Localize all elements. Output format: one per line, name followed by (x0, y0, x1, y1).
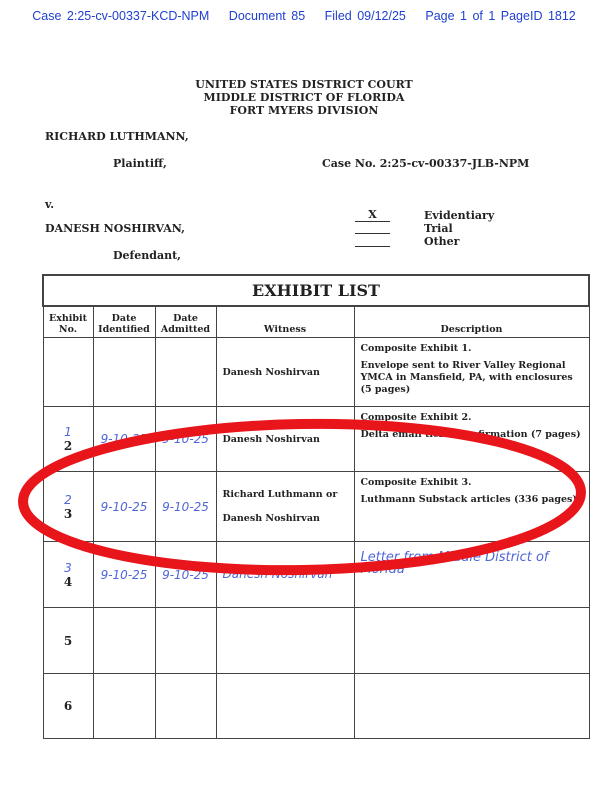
handwritten-number: 2 (64, 492, 72, 507)
case-number: Case 2:25-cv-00337-KCD-NPM (32, 9, 210, 23)
versus: v. (45, 198, 55, 211)
description-title: Composite Exhibit 3. (360, 477, 472, 488)
page-id: Page 1 of 1 PageID 1812 (425, 9, 576, 23)
col-date-identified: Date Identified (93, 306, 155, 338)
col-exhibit-no: Exhibit No. (43, 306, 93, 338)
col-witness: Witness (216, 306, 354, 338)
case-no: Case No. 2:25-cv-00337-JLB-NPM (322, 157, 530, 170)
exhibit-number: 4 (63, 574, 73, 589)
date-identified: 9-10-25 (100, 432, 148, 446)
court-line: MIDDLE DISTRICT OF FLORIDA (203, 91, 405, 104)
evidentiary-mark: X (355, 208, 390, 222)
court-line: FORT MYERS DIVISION (229, 104, 379, 117)
document-number: Document 85 (228, 9, 306, 23)
court-line: UNITED STATES DISTRICT COURT (195, 78, 413, 91)
col-date-admitted: Date Admitted (155, 306, 216, 338)
option-other: Other (424, 235, 460, 248)
description: Delta email ticket confirmation (7 pages) (360, 429, 581, 440)
witness: Danesh Noshirvan (222, 434, 320, 445)
description-handwritten: Letter from Middle District of Florida (360, 550, 549, 577)
handwritten-number: 1 (64, 425, 72, 439)
date-identified: 9-10-25 (100, 567, 148, 582)
witness-handwritten: Danesh Noshirvan (222, 566, 333, 581)
plaintiff-label: Plaintiff, (113, 157, 167, 170)
description: Luthmann Substack articles (336 pages) (360, 494, 577, 505)
filed-date: Filed 09/12/25 (324, 9, 406, 23)
defendant-label: Defendant, (113, 249, 181, 262)
col-description: Description (354, 306, 589, 338)
exhibit-number: 6 (63, 699, 73, 713)
option-evidentiary: Evidentiary (424, 209, 495, 222)
description-title: Composite Exhibit 2. (360, 412, 472, 423)
date-identified: 9-10-25 (100, 499, 148, 514)
option-trial: Trial (424, 222, 453, 235)
exhibit-list-title: EXHIBIT LIST (43, 275, 589, 306)
witness: Richard Luthmann or Danesh Noshirvan (222, 488, 338, 524)
exhibit-number: 5 (63, 633, 73, 648)
exhibit-number: 3 (63, 506, 73, 521)
witness: Danesh Noshirvan (222, 367, 320, 378)
description: Envelope sent to River Valley Regional YMCA in Mansfield, PA, with enclosures (5 pages) (360, 360, 573, 395)
date-admitted: 9-10-25 (162, 567, 209, 582)
date-admitted: 9-10-25 (162, 432, 209, 446)
date-admitted: 9-10-25 (162, 499, 209, 514)
red-ellipse (22, 419, 582, 575)
description-title: Composite Exhibit 1. (360, 343, 472, 354)
plaintiff-name: RICHARD LUTHMANN, (45, 130, 189, 143)
exhibit-number: 2 (63, 439, 73, 453)
defendant-name: DANESH NOSHIRVAN, (45, 222, 185, 235)
handwritten-number: 3 (64, 560, 72, 575)
